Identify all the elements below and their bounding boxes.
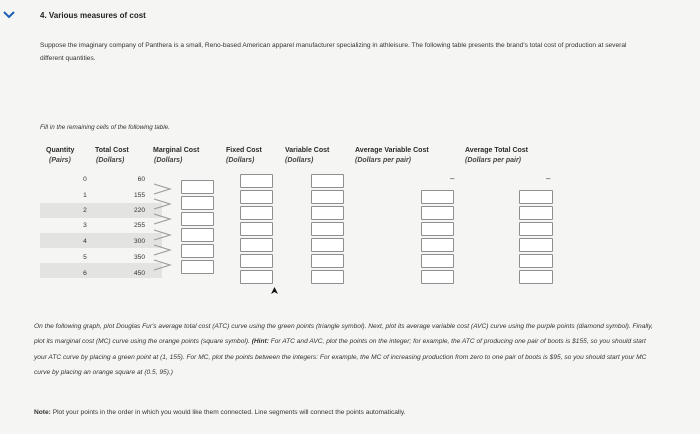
marginal-cost-bracket-icon: [152, 258, 174, 272]
total-cost-cell: 300: [133, 238, 145, 245]
total-cost-cell: 350: [133, 254, 145, 261]
marginal-cost-bracket-icon: [152, 197, 174, 211]
header-quantity: Quantity (Pairs): [46, 147, 75, 164]
marginal-cost-bracket-icon: [152, 243, 174, 257]
graph-instructions: On the following graph, plot Douglas Fur's average total cost (ATC) curve using the green points (triangle symbol). Next, plot its average variable cost (AVC) curve using the purple points (diamond symbol). Finally, plot its marginal cost (MC) curve using the orange points (square symbol). (Hint: For ATC and AVC, plot the points on the integer; for example, the ATC of producing one pair of boots is $155, so you should start your ATC curve by placing a green point at (1, 155). For MC, plot the points between the integers: For example, the MC of increasing production from zero to one pair of boots is $95, so you should start your MC curve by placing an orange square at (0.5, 95).): [34, 323, 653, 376]
avc-input[interactable]: [421, 270, 454, 284]
variable-cost-input[interactable]: [311, 222, 344, 236]
avc-row0-dash: –: [450, 174, 455, 183]
marginal-cost-bracket-icon: [152, 212, 174, 226]
atc-input[interactable]: [519, 190, 553, 204]
atc-input[interactable]: [519, 270, 553, 284]
total-cost-cell: 155: [133, 192, 145, 199]
marginal-cost-input[interactable]: [181, 228, 214, 242]
fixed-cost-input[interactable]: [240, 238, 273, 252]
atc-input[interactable]: [519, 222, 553, 236]
mouse-cursor-icon: [270, 286, 279, 295]
variable-cost-input[interactable]: [311, 238, 344, 252]
fixed-cost-input[interactable]: [240, 190, 273, 204]
quantity-cell: 4: [83, 238, 87, 245]
variable-cost-input[interactable]: [311, 254, 344, 268]
atc-input[interactable]: [519, 238, 553, 252]
note-paragraph: Note: Plot your points in the order in which you would like them connected. Line segments will connect the points automatically.: [34, 409, 406, 416]
total-cost-cell: 450: [133, 270, 145, 277]
fixed-cost-input[interactable]: [240, 206, 273, 220]
header-variable-cost: Variable Cost (Dollars): [285, 147, 330, 164]
marginal-cost-input[interactable]: [181, 212, 214, 226]
quantity-cell: 2: [83, 207, 87, 214]
marginal-cost-bracket-icon: [152, 228, 174, 242]
variable-cost-input[interactable]: [311, 206, 344, 220]
quantity-cell: 0: [83, 176, 87, 183]
section-title: 4. Various measures of cost: [40, 11, 146, 20]
total-cost-cell: 255: [133, 222, 145, 229]
total-cost-cell: 60: [137, 176, 145, 183]
marginal-cost-input[interactable]: [181, 260, 214, 274]
table-instruction: Fill in the remaining cells of the following table.: [40, 124, 170, 131]
avc-input[interactable]: [421, 206, 454, 220]
header-average-total-cost: Average Total Cost (Dollars per pair): [465, 147, 529, 164]
intro-paragraph: Suppose the imaginary company of Panthera is a small, Reno-based American apparel manufacturer specializing in athleisure. The following table presents the brand's total cost of production at several different quantities.: [40, 42, 627, 62]
header-fixed-cost: Fixed Cost (Dollars): [226, 147, 262, 164]
avc-input[interactable]: [421, 238, 454, 252]
fixed-cost-input[interactable]: [240, 254, 273, 268]
variable-cost-input[interactable]: [311, 174, 344, 188]
atc-row0-dash: –: [546, 174, 551, 183]
quantity-cell: 1: [83, 192, 87, 199]
fixed-cost-input[interactable]: [240, 174, 273, 188]
avc-input[interactable]: [421, 190, 454, 204]
header-average-variable-cost: Average Variable Cost (Dollars per pair): [355, 147, 429, 164]
fixed-cost-input[interactable]: [240, 270, 273, 284]
fixed-cost-input[interactable]: [240, 222, 273, 236]
header-marginal-cost: Marginal Cost (Dollars): [153, 147, 200, 164]
marginal-cost-input[interactable]: [181, 244, 214, 258]
marginal-cost-bracket-icon: [152, 182, 174, 196]
quantity-cell: 3: [83, 222, 87, 229]
marginal-cost-input[interactable]: [181, 180, 214, 194]
avc-input[interactable]: [421, 254, 454, 268]
quantity-cell: 6: [83, 270, 87, 277]
quantity-cell: 5: [83, 254, 87, 261]
variable-cost-input[interactable]: [311, 270, 344, 284]
header-total-cost: Total Cost (Dollars): [95, 147, 129, 164]
atc-input[interactable]: [519, 206, 553, 220]
atc-input[interactable]: [519, 254, 553, 268]
variable-cost-input[interactable]: [311, 190, 344, 204]
marginal-cost-input[interactable]: [181, 196, 214, 210]
avc-input[interactable]: [421, 222, 454, 236]
collapse-chevron-icon[interactable]: [2, 9, 16, 21]
total-cost-cell: 220: [133, 207, 145, 214]
